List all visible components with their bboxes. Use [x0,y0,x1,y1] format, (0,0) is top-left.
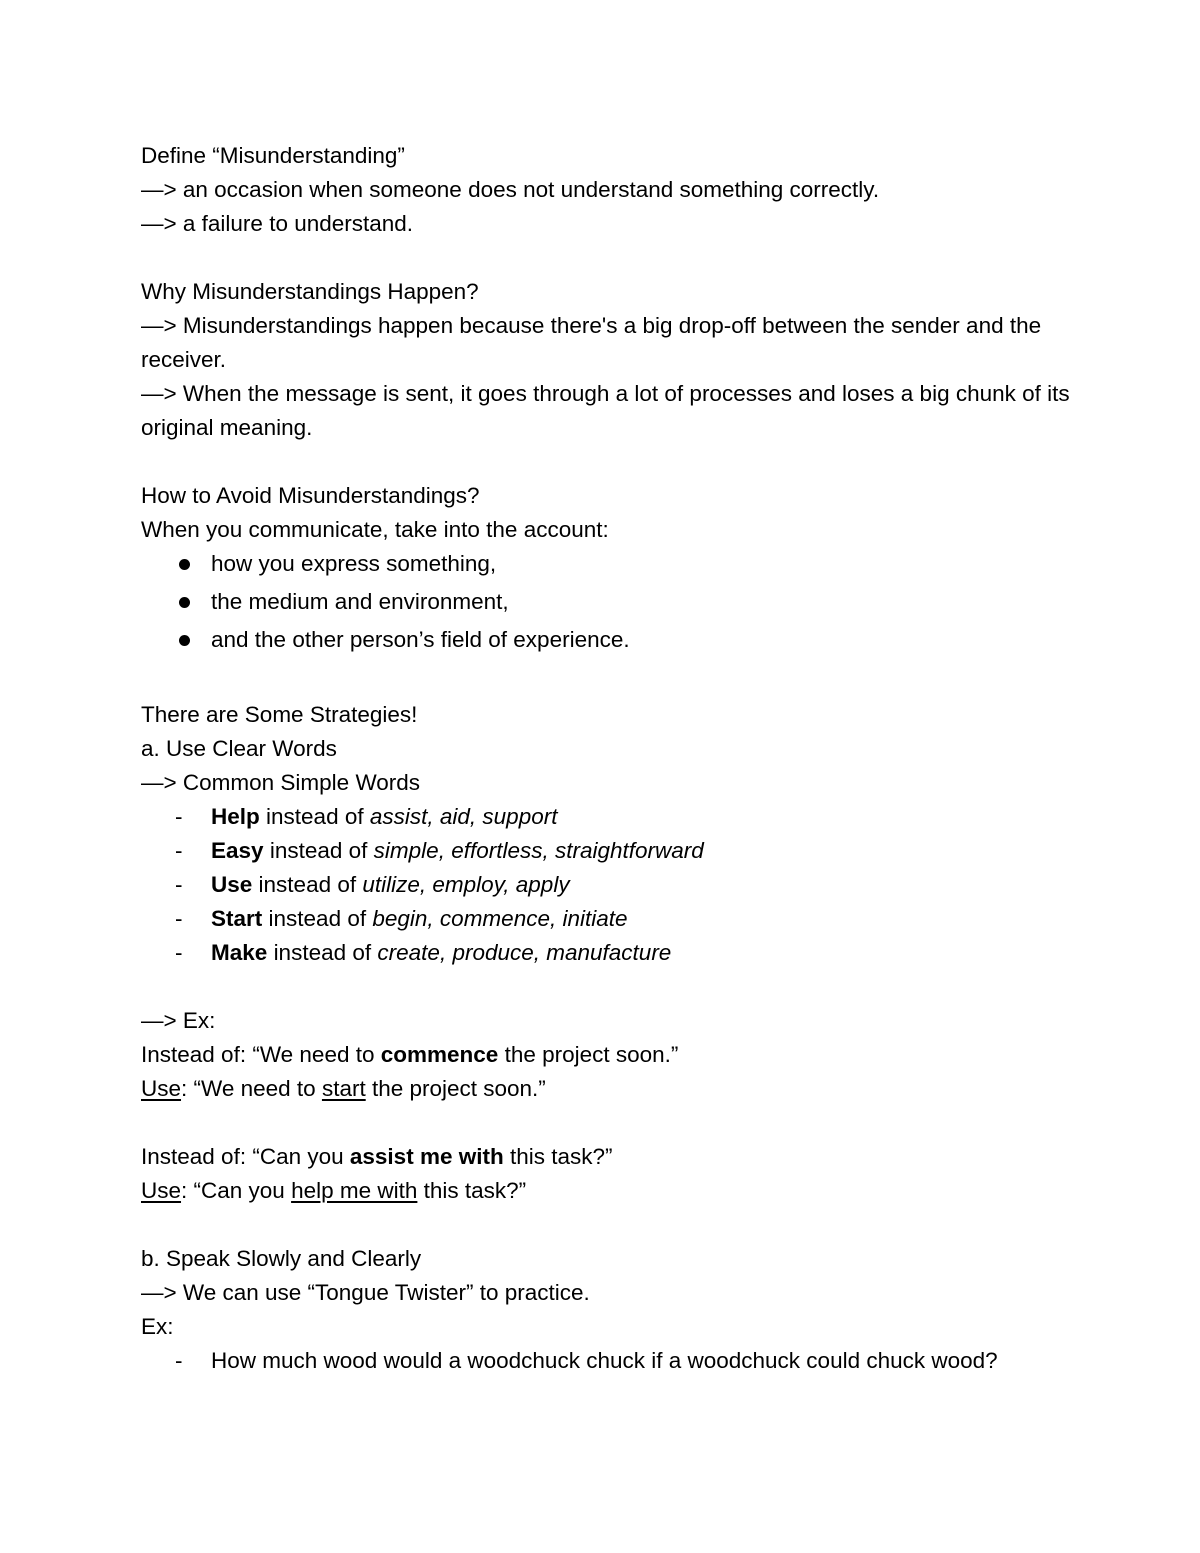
avoid-heading: How to Avoid Misunderstandings? [141,483,480,508]
tongue-twister-list [141,1344,1081,1378]
word-list-item: - Make instead of create, produce, manufacture [141,936,1081,970]
avoid-bullet-list [141,547,1081,661]
simple-word: Start [211,906,263,931]
define-line-2: —> a failure to understand. [141,211,414,236]
word-list [141,800,1081,970]
simple-word: Use [211,872,253,897]
simple-word: Make [211,940,268,965]
alternative-words: utilize, employ, apply [362,872,570,897]
example-label: —> Ex: [141,1008,216,1033]
dash-marker: - [175,838,183,863]
dash-marker: - [175,940,183,965]
strategy-b-title: b. Speak Slowly and Clearly [141,1246,422,1271]
dash-marker: - [175,872,183,897]
alternative-words: create, produce, manufacture [377,940,672,965]
define-line-1: —> an occasion when someone does not understand something correctly. [141,177,880,202]
alternative-words: begin, commence, initiate [372,906,628,931]
why-paragraph-1: —> Misunderstandings happen because there's a big drop-off between the sender and the receiver. [141,313,1042,372]
strategy-a-title: a. Use Clear Words [141,736,337,761]
avoid-intro: When you communicate, take into the account: [141,517,609,542]
why-heading: Why Misunderstandings Happen? [141,279,479,304]
strategies-heading: There are Some Strategies! [141,702,418,727]
dash-marker: - [175,1348,183,1373]
word-list-item: - Start instead of begin, commence, initiate [141,902,1081,936]
example-2-use: Use: “Can you help me with this task?” [141,1178,527,1203]
bullet-icon [179,559,190,570]
bullet-item: how you express something, [141,547,1081,585]
document-body [141,139,1081,1378]
word-list-item: - Use instead of utilize, employ, apply [141,868,1081,902]
tongue-twister-item: - How much wood would a woodchuck chuck if a woodchuck could chuck wood? [141,1344,1031,1378]
bullet-item: the medium and environment, [141,585,1081,623]
example-2-instead: Instead of: “Can you assist me with this task?” [141,1144,613,1169]
strategy-a-subtitle: —> Common Simple Words [141,770,421,795]
simple-word: Help [211,804,260,829]
example-1-instead: Instead of: “We need to commence the project soon.” [141,1042,679,1067]
dash-marker: - [175,906,183,931]
simple-word: Easy [211,838,264,863]
dash-marker: - [175,804,183,829]
word-list-item: - Easy instead of simple, effortless, straightforward [141,834,1081,868]
strategy-b-subtitle: —> We can use “Tongue Twister” to practice. [141,1280,590,1305]
bullet-item: and the other person’s field of experience. [141,623,1081,661]
bullet-icon [179,635,190,646]
define-heading: Define “Misunderstanding” [141,143,405,168]
alternative-words: simple, effortless, straightforward [373,838,704,863]
bullet-icon [179,597,190,608]
strategy-b-example-label: Ex: [141,1314,174,1339]
word-list-item: - Help instead of assist, aid, support [141,800,1081,834]
why-paragraph-2: —> When the message is sent, it goes through a lot of processes and loses a big chunk of its original meaning. [141,381,1070,440]
alternative-words: assist, aid, support [369,804,558,829]
example-1-use: Use: “We need to start the project soon.” [141,1076,546,1101]
